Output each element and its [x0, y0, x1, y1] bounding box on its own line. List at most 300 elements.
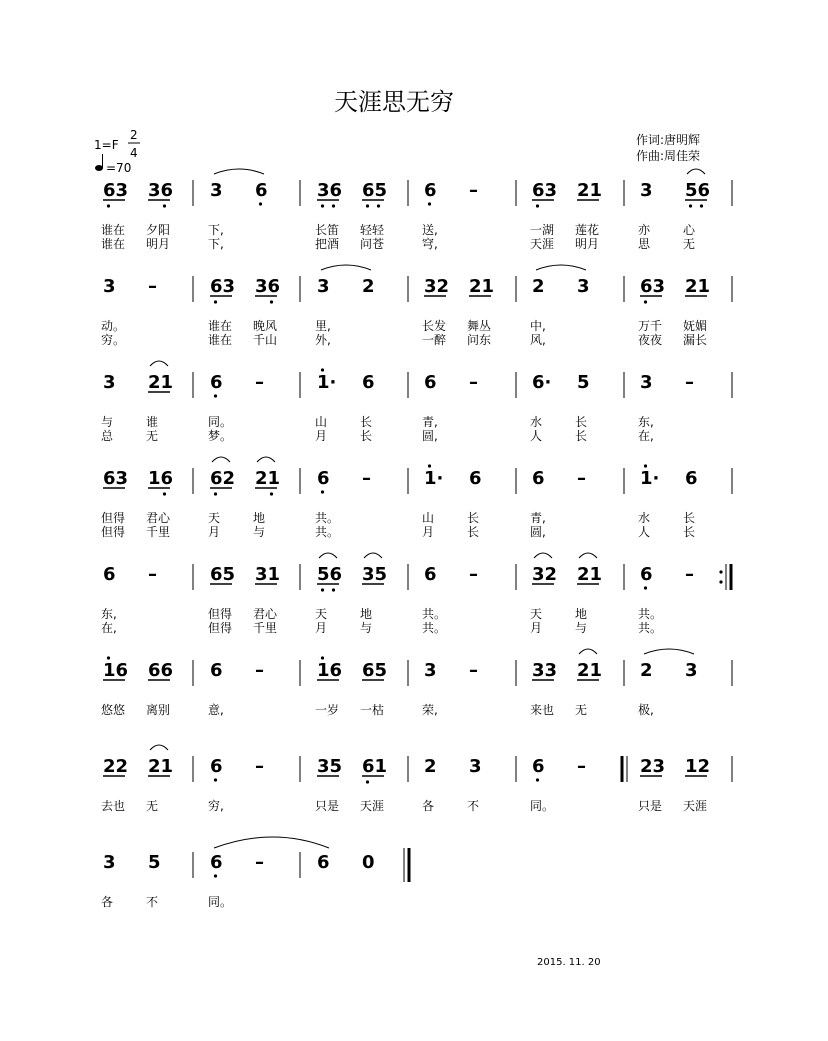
lyric-syllable: 莲花 — [575, 223, 600, 237]
octave-dot-below — [644, 586, 647, 589]
lyric-syllable: 舞丛 — [467, 319, 492, 333]
slur — [579, 649, 597, 654]
note-group: 21 — [685, 276, 711, 297]
measure — [422, 756, 516, 813]
measure — [101, 852, 193, 909]
lyric-syllable: 心 — [683, 223, 696, 237]
score-row — [101, 553, 731, 635]
lyric-syllable: 不 — [467, 799, 480, 813]
lyric-syllable: 风, — [530, 333, 546, 347]
lyric-syllable: 只是 — [315, 799, 340, 813]
lyric-syllable: 长 — [683, 511, 696, 525]
octave-dot-below — [689, 204, 692, 207]
measure — [638, 564, 731, 635]
measure — [208, 660, 300, 717]
tie — [214, 837, 329, 848]
repeat-dot — [719, 580, 722, 583]
lyric-syllable: 青, — [530, 511, 546, 525]
measure — [101, 276, 193, 347]
note-group: 6 — [424, 180, 437, 201]
lyric-syllable: 谁在 — [208, 333, 233, 347]
note-group: – — [577, 468, 586, 489]
note-group: – — [148, 564, 157, 585]
song-title: 天涯思无穷 — [334, 88, 454, 116]
measure — [315, 368, 408, 443]
note-group: 35 — [317, 756, 343, 777]
octave-dot-below — [214, 492, 217, 495]
measure — [208, 372, 300, 443]
lyric-syllable: 但得 — [101, 525, 126, 539]
lyric-syllable: 夕阳 — [146, 223, 171, 237]
lyric-syllable: 送, — [422, 223, 438, 237]
lyric-syllable: 穹, — [422, 237, 438, 251]
lyric-syllable: 长 — [683, 525, 696, 539]
slur — [534, 553, 552, 558]
slur — [321, 265, 371, 270]
lyric-syllable: 共。 — [638, 607, 663, 621]
note-group: 21 — [577, 180, 603, 201]
lyric-syllable: 共。 — [422, 621, 447, 635]
octave-dot-below — [214, 874, 217, 877]
time-signature-top: 2 — [130, 128, 138, 142]
note-group: 1· — [424, 468, 444, 489]
score-row — [101, 361, 732, 443]
lyric-syllable: 同。 — [530, 799, 555, 813]
note-group: 6 — [255, 180, 268, 201]
slur — [687, 169, 705, 174]
lyric-syllable: 但得 — [101, 511, 126, 525]
score-row — [101, 649, 732, 717]
note-group: – — [255, 852, 264, 873]
note-group: 63 — [210, 276, 236, 297]
octave-dot-below — [366, 204, 369, 207]
lyric-syllable: 长发 — [422, 319, 447, 333]
lyric-syllable: 一醉 — [422, 333, 447, 347]
octave-dot-below — [536, 778, 539, 781]
note-group: 63 — [532, 180, 558, 201]
measure — [422, 276, 516, 347]
octave-dot-below — [428, 202, 431, 205]
note-group: 3 — [640, 372, 653, 393]
measure — [530, 468, 624, 539]
lyric-syllable: 妩媚 — [683, 319, 708, 333]
lyric-syllable: 天涯 — [683, 799, 708, 813]
measure — [317, 848, 409, 882]
note-group: 6 — [362, 372, 375, 393]
measure — [530, 649, 624, 717]
lyric-syllable: 极, — [638, 703, 654, 717]
measure — [208, 756, 300, 813]
note-group: 6 — [103, 564, 116, 585]
note-group: 6 — [685, 468, 698, 489]
lyric-syllable: 与 — [101, 415, 114, 429]
octave-dot-below — [107, 204, 110, 207]
lyric-syllable: 把酒 — [315, 237, 340, 251]
measure — [101, 745, 193, 813]
note-group: – — [685, 372, 694, 393]
octave-dot-below — [366, 780, 369, 783]
note-group: 63 — [103, 180, 129, 201]
note-group: 3 — [103, 852, 116, 873]
lyric-syllable: 各 — [101, 895, 114, 909]
note-group: 1· — [640, 468, 660, 489]
lyric-syllable: 共。 — [315, 511, 340, 525]
measure — [101, 468, 193, 539]
measure — [208, 276, 300, 347]
octave-dot-below — [214, 778, 217, 781]
slur — [579, 553, 597, 558]
lyric-syllable: 穷, — [208, 799, 224, 813]
note-group: 5 — [577, 372, 590, 393]
lyric-syllable: 在, — [101, 621, 117, 635]
note-group: 1· — [317, 372, 337, 393]
slur — [150, 745, 168, 750]
lyric-syllable: 明月 — [575, 237, 600, 251]
measure — [208, 564, 300, 635]
lyric-syllable: 共。 — [422, 607, 447, 621]
note-group: 66 — [148, 660, 174, 681]
octave-dot-below — [377, 204, 380, 207]
note-group: – — [469, 180, 478, 201]
note-group: 6 — [532, 468, 545, 489]
note-group: 32 — [424, 276, 450, 297]
lyric-syllable: 去也 — [101, 799, 126, 813]
note-group: 6 — [532, 756, 545, 777]
measure — [638, 276, 732, 347]
note-group: 21 — [577, 564, 603, 585]
lyric-syllable: 在, — [638, 429, 654, 443]
octave-dot-below — [259, 202, 262, 205]
measure — [530, 265, 624, 347]
note-group: 22 — [103, 756, 129, 777]
score-row — [101, 848, 409, 909]
note-group: 3 — [640, 180, 653, 201]
measure — [101, 361, 193, 443]
score-row — [101, 265, 732, 347]
lyric-syllable: 无 — [146, 429, 159, 443]
note-group: – — [469, 564, 478, 585]
lyric-syllable: 长 — [467, 511, 480, 525]
lyric-syllable: 长 — [575, 415, 588, 429]
slur — [150, 361, 168, 366]
lyric-syllable: 谁在 — [208, 319, 233, 333]
note-group: 16 — [103, 660, 129, 681]
lyric-syllable: 共。 — [638, 621, 663, 635]
note-group: 56 — [685, 180, 711, 201]
note-group: 36 — [317, 180, 343, 201]
lyric-syllable: 共。 — [315, 525, 340, 539]
measure — [208, 852, 300, 909]
lyric-syllable: 天涯 — [360, 799, 385, 813]
measure — [315, 656, 408, 717]
lyric-syllable: 一湖 — [530, 223, 555, 237]
note-group: 63 — [640, 276, 666, 297]
lyric-syllable: 问苍 — [360, 237, 385, 251]
measure — [101, 564, 193, 635]
lyric-syllable: 青, — [422, 415, 438, 429]
note-group: 6 — [424, 564, 437, 585]
note-group: 5 — [148, 852, 161, 873]
note-group: 32 — [532, 564, 558, 585]
note-group: 0 — [362, 852, 375, 873]
lyric-syllable: 谁在 — [101, 223, 126, 237]
time-signature-bottom: 4 — [130, 146, 138, 160]
lyric-syllable: 一枯 — [360, 703, 385, 717]
octave-dot-below — [163, 492, 166, 495]
octave-dot-below — [270, 300, 273, 303]
slur — [644, 649, 694, 654]
measure — [638, 372, 732, 443]
lyric-syllable: 天 — [208, 511, 221, 525]
note-group: 56 — [317, 564, 343, 585]
lyric-syllable: 外, — [315, 333, 331, 347]
measure — [422, 372, 516, 443]
octave-dot-above — [321, 368, 324, 371]
lyric-syllable: 月 — [422, 525, 435, 539]
lyric-syllable: 荣, — [422, 703, 438, 717]
note-group: 3 — [469, 756, 482, 777]
note-group: 6 — [424, 372, 437, 393]
note-group: 6 — [640, 564, 653, 585]
lyric-syllable: 不 — [146, 895, 159, 909]
lyric-syllable: 月 — [315, 621, 328, 635]
date-stamp: 2015. 11. 20 — [537, 957, 601, 968]
lyric-syllable: 月 — [208, 525, 221, 539]
lyric-syllable: 千里 — [146, 525, 171, 539]
lyric-syllable: 圆, — [530, 525, 546, 539]
lyric-syllable: 东, — [638, 415, 654, 429]
note-group: – — [469, 660, 478, 681]
note-group: – — [255, 756, 264, 777]
slur — [319, 553, 337, 558]
measure — [422, 180, 516, 251]
note-group: 3 — [210, 180, 223, 201]
note-group: 3 — [685, 660, 698, 681]
measure — [638, 464, 732, 539]
lyric-syllable: 谁 — [146, 415, 159, 429]
lyric-syllable: 千山 — [253, 333, 278, 347]
note-group: 6 — [469, 468, 482, 489]
note-group: 3 — [424, 660, 437, 681]
note-group: – — [255, 660, 264, 681]
lyric-syllable: 与 — [253, 525, 266, 539]
octave-dot-below — [332, 204, 335, 207]
lyric-syllable: 悠悠 — [101, 703, 126, 717]
lyric-syllable: 无 — [575, 703, 588, 717]
lyric-syllable: 长 — [360, 429, 373, 443]
note-group: 63 — [103, 468, 129, 489]
note-group: 3 — [317, 276, 330, 297]
lyric-syllable: 天 — [315, 607, 328, 621]
tempo-marking: =70 — [106, 161, 132, 175]
lyric-syllable: 总 — [101, 429, 114, 443]
note-group: – — [469, 372, 478, 393]
lyric-syllable: 万千 — [638, 319, 663, 333]
note-group: 65 — [210, 564, 236, 585]
slur — [536, 265, 586, 270]
lyric-syllable: 一岁 — [315, 703, 340, 717]
note-group: 21 — [148, 372, 174, 393]
measure — [638, 649, 732, 717]
slur — [212, 457, 230, 462]
lyric-syllable: 长笛 — [315, 223, 340, 237]
octave-dot-below — [163, 204, 166, 207]
note-group: 21 — [255, 468, 281, 489]
measure — [208, 169, 300, 251]
lyric-syllable: 问东 — [467, 333, 492, 347]
note-group: 16 — [317, 660, 343, 681]
score-rows — [101, 169, 732, 909]
lyric-syllable: 轻轻 — [360, 223, 385, 237]
lyric-syllable: 水 — [530, 415, 543, 429]
octave-dot-above — [321, 656, 324, 659]
measure — [530, 756, 627, 813]
note-group: – — [255, 372, 264, 393]
lyric-syllable: 天 — [530, 607, 543, 621]
lyric-syllable: 同。 — [208, 895, 233, 909]
lyric-syllable: 谁在 — [101, 237, 126, 251]
lyric-syllable: 水 — [638, 511, 651, 525]
lyric-syllable: 漏长 — [683, 333, 708, 347]
key-signature: 1=F — [94, 138, 119, 152]
note-group: – — [148, 276, 157, 297]
lyric-syllable: 长 — [575, 429, 588, 443]
lyric-syllable: 与 — [360, 621, 373, 635]
lyric-syllable: 离别 — [146, 703, 171, 717]
measure — [315, 756, 408, 813]
measure — [422, 564, 516, 635]
lyric-syllable: 地 — [253, 511, 266, 525]
octave-dot-below — [321, 204, 324, 207]
lyric-syllable: 亦 — [638, 223, 651, 237]
note-group: – — [362, 468, 371, 489]
note-group: 16 — [148, 468, 174, 489]
octave-dot-above — [644, 464, 647, 467]
lyric-syllable: 夜夜 — [638, 333, 663, 347]
note-group: 61 — [362, 756, 388, 777]
score-row — [101, 457, 732, 539]
note-group: 23 — [640, 756, 666, 777]
lyric-syllable: 千里 — [253, 621, 278, 635]
note-group: 21 — [148, 756, 174, 777]
note-group: 6· — [532, 372, 552, 393]
lyric-syllable: 东, — [101, 607, 117, 621]
note-group: 6 — [210, 660, 223, 681]
note-group: 6 — [317, 468, 330, 489]
lyric-syllable: 意, — [208, 703, 224, 717]
lyric-syllable: 动。 — [101, 319, 126, 333]
measure — [530, 553, 624, 635]
key-signature-block — [94, 128, 140, 175]
lyric-syllable: 君心 — [253, 607, 278, 621]
note-group: 36 — [255, 276, 281, 297]
note-group: 6 — [210, 756, 223, 777]
measure — [315, 468, 408, 539]
note-group: 6 — [210, 852, 223, 873]
octave-dot-below — [332, 588, 335, 591]
note-group: – — [577, 756, 586, 777]
lyric-syllable: 地 — [575, 607, 588, 621]
measure — [315, 265, 408, 347]
octave-dot-above — [107, 656, 110, 659]
note-group: 65 — [362, 660, 388, 681]
octave-dot-below — [700, 204, 703, 207]
note-group: 35 — [362, 564, 388, 585]
lyric-syllable: 长 — [467, 525, 480, 539]
note-group: 33 — [532, 660, 558, 681]
slur — [364, 553, 382, 558]
note-group: 3 — [103, 276, 116, 297]
note-group: – — [685, 564, 694, 585]
lyric-syllable: 明月 — [146, 237, 171, 251]
note-group: 31 — [255, 564, 281, 585]
note-group: 21 — [469, 276, 495, 297]
measure — [208, 457, 300, 539]
lyric-syllable: 思 — [638, 237, 651, 251]
slur — [214, 169, 264, 174]
lyricist-credit: 作词:唐明辉 — [636, 133, 701, 147]
lyric-syllable: 人 — [638, 525, 651, 539]
repeat-dot — [719, 570, 722, 573]
measure — [422, 660, 516, 717]
score-row — [101, 169, 732, 251]
lyric-syllable: 君心 — [146, 511, 171, 525]
score-row — [101, 745, 732, 813]
octave-dot-below — [536, 204, 539, 207]
measure — [101, 656, 193, 717]
lyric-syllable: 来也 — [530, 703, 555, 717]
lyric-syllable: 晚风 — [253, 319, 278, 333]
measure — [530, 180, 624, 251]
lyric-syllable: 天涯 — [530, 237, 555, 251]
octave-dot-below — [644, 300, 647, 303]
note-group: 6 — [317, 852, 330, 873]
octave-dot-below — [214, 300, 217, 303]
octave-dot-below — [270, 492, 273, 495]
measure — [530, 372, 624, 443]
lyric-syllable: 无 — [146, 799, 159, 813]
octave-dot-above — [428, 464, 431, 467]
lyric-syllable: 下, — [208, 223, 224, 237]
note-group: 6 — [210, 372, 223, 393]
measure — [638, 169, 732, 251]
measure — [422, 464, 516, 539]
lyric-syllable: 人 — [530, 429, 543, 443]
measure — [315, 180, 408, 251]
note-group: 2 — [532, 276, 545, 297]
note-group: 2 — [424, 756, 437, 777]
lyric-syllable: 穷。 — [101, 333, 126, 347]
lyric-syllable: 中, — [530, 319, 546, 333]
lyric-syllable: 无 — [683, 237, 696, 251]
lyric-syllable: 但得 — [208, 621, 233, 635]
lyric-syllable: 月 — [530, 621, 543, 635]
note-group: 62 — [210, 468, 236, 489]
lyric-syllable: 只是 — [638, 799, 663, 813]
slur — [257, 457, 275, 462]
quarter-note-icon — [95, 154, 103, 171]
note-group: 12 — [685, 756, 711, 777]
lyric-syllable: 月 — [315, 429, 328, 443]
note-group: 65 — [362, 180, 388, 201]
octave-dot-below — [321, 588, 324, 591]
measure — [638, 756, 732, 813]
composer-credit: 作曲:周佳荣 — [636, 149, 701, 163]
note-group: 36 — [148, 180, 174, 201]
lyric-syllable: 圆, — [422, 429, 438, 443]
lyric-syllable: 山 — [422, 511, 435, 525]
note-group: 3 — [103, 372, 116, 393]
